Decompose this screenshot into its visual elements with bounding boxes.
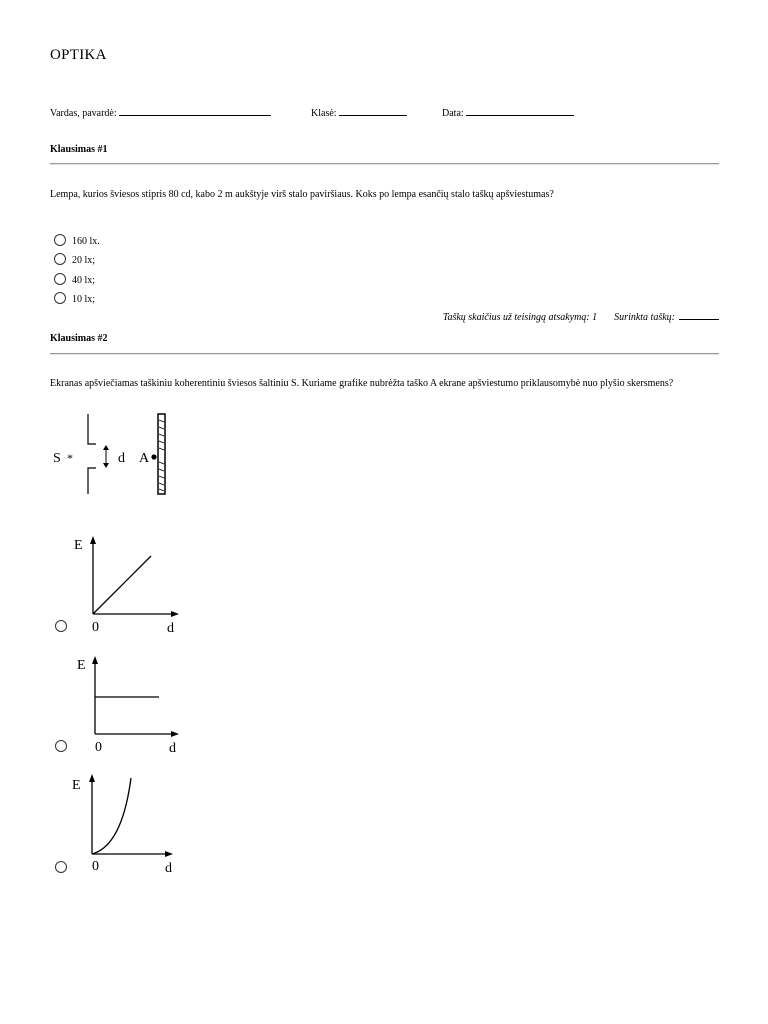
y-axis-arrow-icon [92,656,98,664]
source-label: S [53,451,61,466]
collected-label: Surinkta taškų: [614,312,675,323]
point-a-dot [151,454,156,459]
question-2-option-1[interactable] [52,534,192,643]
slit-upper-plate [88,414,96,444]
question-1-divider [50,163,719,165]
graph-quadratic [52,770,192,878]
graph-y-label: E [77,658,86,673]
x-axis-arrow-icon [165,851,173,857]
question-1-option-4[interactable] [54,292,95,306]
date-field[interactable] [442,105,574,119]
screen [158,414,165,494]
graph-y-label: E [72,778,81,793]
slit-diagram [50,412,180,498]
arrow-down-icon [103,463,109,468]
points-label: Taškų skaičius už teisingą atsakymą: [442,312,590,323]
question-2-heading: Klausimas #2 [50,333,108,344]
option-label: 40 lx; [72,275,96,286]
date-blank-line [466,105,574,116]
option-label: 160 lx. [72,236,100,247]
radio-button-icon[interactable] [54,253,66,265]
question-1-heading: Klausimas #1 [50,144,108,155]
radio-button-icon[interactable] [54,273,66,285]
question-2-divider [50,353,719,355]
option-label: 20 lx; [72,255,96,266]
points-value: 1 [592,312,598,323]
class-label: Klasė: [311,108,337,119]
graph-origin-label: 0 [95,740,102,755]
question-2-text: Ekranas apšviečiamas taškiniu koherentiniu šviesos šaltiniu S. Kuriame grafike nubrėžta taško A ekrane apšviestumo priklausomybė nuo plyšio skersmens? [50,378,674,389]
radio-button-icon[interactable] [56,741,67,752]
option-label: 10 lx; [72,294,96,305]
x-axis-arrow-icon [171,731,179,737]
x-axis-arrow-icon [171,611,179,617]
y-axis-arrow-icon [90,536,96,544]
point-label: A [139,451,150,466]
graph-constant [52,654,192,758]
name-label: Vardas, pavardė: [50,108,117,119]
graph-x-label: d [165,861,172,876]
graph-linear [52,534,192,638]
graph-x-label: d [169,741,176,756]
name-field[interactable] [50,105,271,119]
question-1-option-1[interactable] [54,234,100,248]
radio-button-icon[interactable] [56,862,67,873]
radio-button-icon[interactable] [56,621,67,632]
class-blank-line [339,105,407,116]
slit-width-label: d [118,451,125,466]
radio-button-icon[interactable] [54,292,66,304]
question-2-option-3[interactable] [52,770,192,883]
graph-x-label: d [167,621,174,636]
class-field[interactable] [311,105,407,119]
y-axis-arrow-icon [89,774,95,782]
question-1-option-3[interactable] [54,273,95,287]
slit-lower-plate [88,468,96,494]
source-star: * [67,451,73,465]
arrow-up-icon [103,445,109,450]
date-label: Data: [442,108,464,119]
graph-y-label: E [74,538,83,553]
graph-origin-label: 0 [92,620,99,635]
graph-origin-label: 0 [92,859,99,874]
graph-curve [92,778,131,854]
page-title: OPTIKA [50,47,107,63]
question-1-option-2[interactable] [54,253,95,267]
question-1-text: Lempa, kurios šviesos stipris 80 cd, kabo 2 m aukštyje virš stalo paviršiaus. Koks po lempa esančių stalo taškų apšviestumas? [50,189,554,200]
graph-curve [93,556,151,614]
question-2-option-2[interactable] [52,654,192,763]
radio-button-icon[interactable] [54,234,66,246]
collected-blank-line[interactable] [679,310,719,320]
name-blank-line [119,105,271,116]
question-1-score [443,310,719,323]
